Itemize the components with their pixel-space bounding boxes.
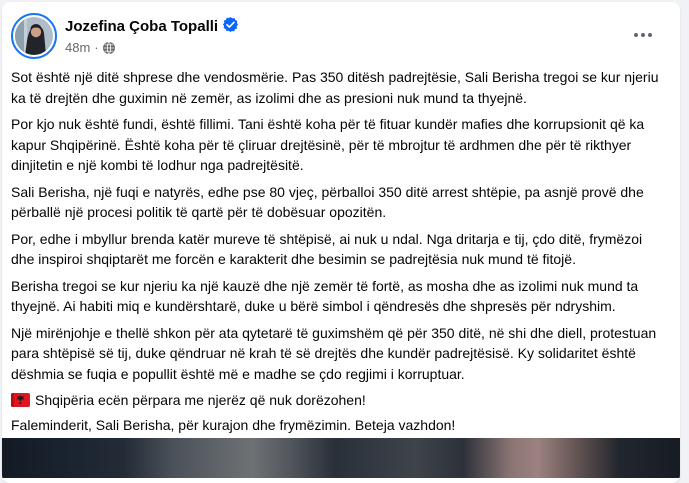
- post-paragraph: Berisha tregoi se kur njeriu ka një kauzë dhe një zemër të fortë, as mosha dhe as izolimi nuk mund ta thyejnë. Ai habiti miq e kundërshtarë, duke u bërë simbol i qëndresës dhe shpresës për ndryshim.: [11, 277, 639, 314]
- post-timestamp[interactable]: 48m: [65, 40, 91, 55]
- avatar-photo: [15, 17, 53, 55]
- post-paragraph-text: Shqipëria ecën përpara me njerëz që nuk dorëzohen!: [35, 392, 366, 408]
- ellipsis-dot: [634, 33, 638, 37]
- author-name[interactable]: Jozefina Çoba Topalli: [65, 18, 219, 35]
- post-paragraph: Sali Berisha, një fuqi e natyrës, edhe pse 80 vjeç, përballoi 350 ditë arrest shtëpie, pa asnjë provë dhe përballë një procesi politik të qartë për të dobësuar opozitën.: [11, 183, 644, 220]
- post-paragraph: [11, 390, 664, 413]
- facebook-post-card: [2, 2, 680, 483]
- post-header-text: [65, 13, 622, 55]
- post-paragraph: Faleminderit, Sali Berisha, për kurajon dhe frymëzimin. Beteja vazhdon!: [11, 416, 456, 433]
- avatar[interactable]: [11, 13, 57, 59]
- verified-badge-icon: [223, 17, 238, 37]
- post-photo[interactable]: [2, 438, 680, 478]
- albania-flag-icon: [11, 392, 30, 413]
- post-body: [11, 67, 664, 435]
- ellipsis-dot: [641, 33, 645, 37]
- meta-separator: ·: [94, 40, 99, 55]
- post-paragraph: Por, edhe i mbyllur brenda katër mureve të shtëpisë, ai nuk u ndal. Nga dritarja e tij, çdo ditë, frymëzoi dhe inspiroi shqiptarët me forcën e karakterit dhe besimin se padrejtësia nuk mund të fitojë.: [11, 230, 643, 267]
- globe-icon: [103, 42, 115, 54]
- post-paragraph: Sot është një ditë shprese dhe vendosmërie. Pas 350 ditësh padrejtësie, Sali Berisha tregoi se kur njeriu ka të drejtën dhe guximin në zemër, as izolimi dhe as presioni nuk mund ta thyejnë.: [11, 69, 659, 106]
- post-paragraph: Një mirënjohje e thellë shkon për ata qytetarë të guximshëm që për 350 ditë, në shi dhe diell, protestuan para shtëpisë së tij, duke qëndruar në krah të së drejtës dhe kundër padrejtësisë. Ky solidaritet është dëshmia se fuqia e popullit është më e madhe se çdo regjimi i korruptuar.: [11, 324, 657, 382]
- post-paragraph: Por kjo nuk është fundi, është fillimi. Tani është koha për të fituar kundër mafies dhe korrupsionit që ka kapur Shqipërinë. Është koha për të çliruar drejtësinë, për të mbrojtur të ardhmen dhe për të rikthyer dinjitetin e një kombi të lodhur nga padrejtësitë.: [11, 116, 645, 173]
- post-header: [11, 2, 664, 59]
- more-options-button[interactable]: [622, 19, 664, 51]
- ellipsis-dot: [648, 33, 652, 37]
